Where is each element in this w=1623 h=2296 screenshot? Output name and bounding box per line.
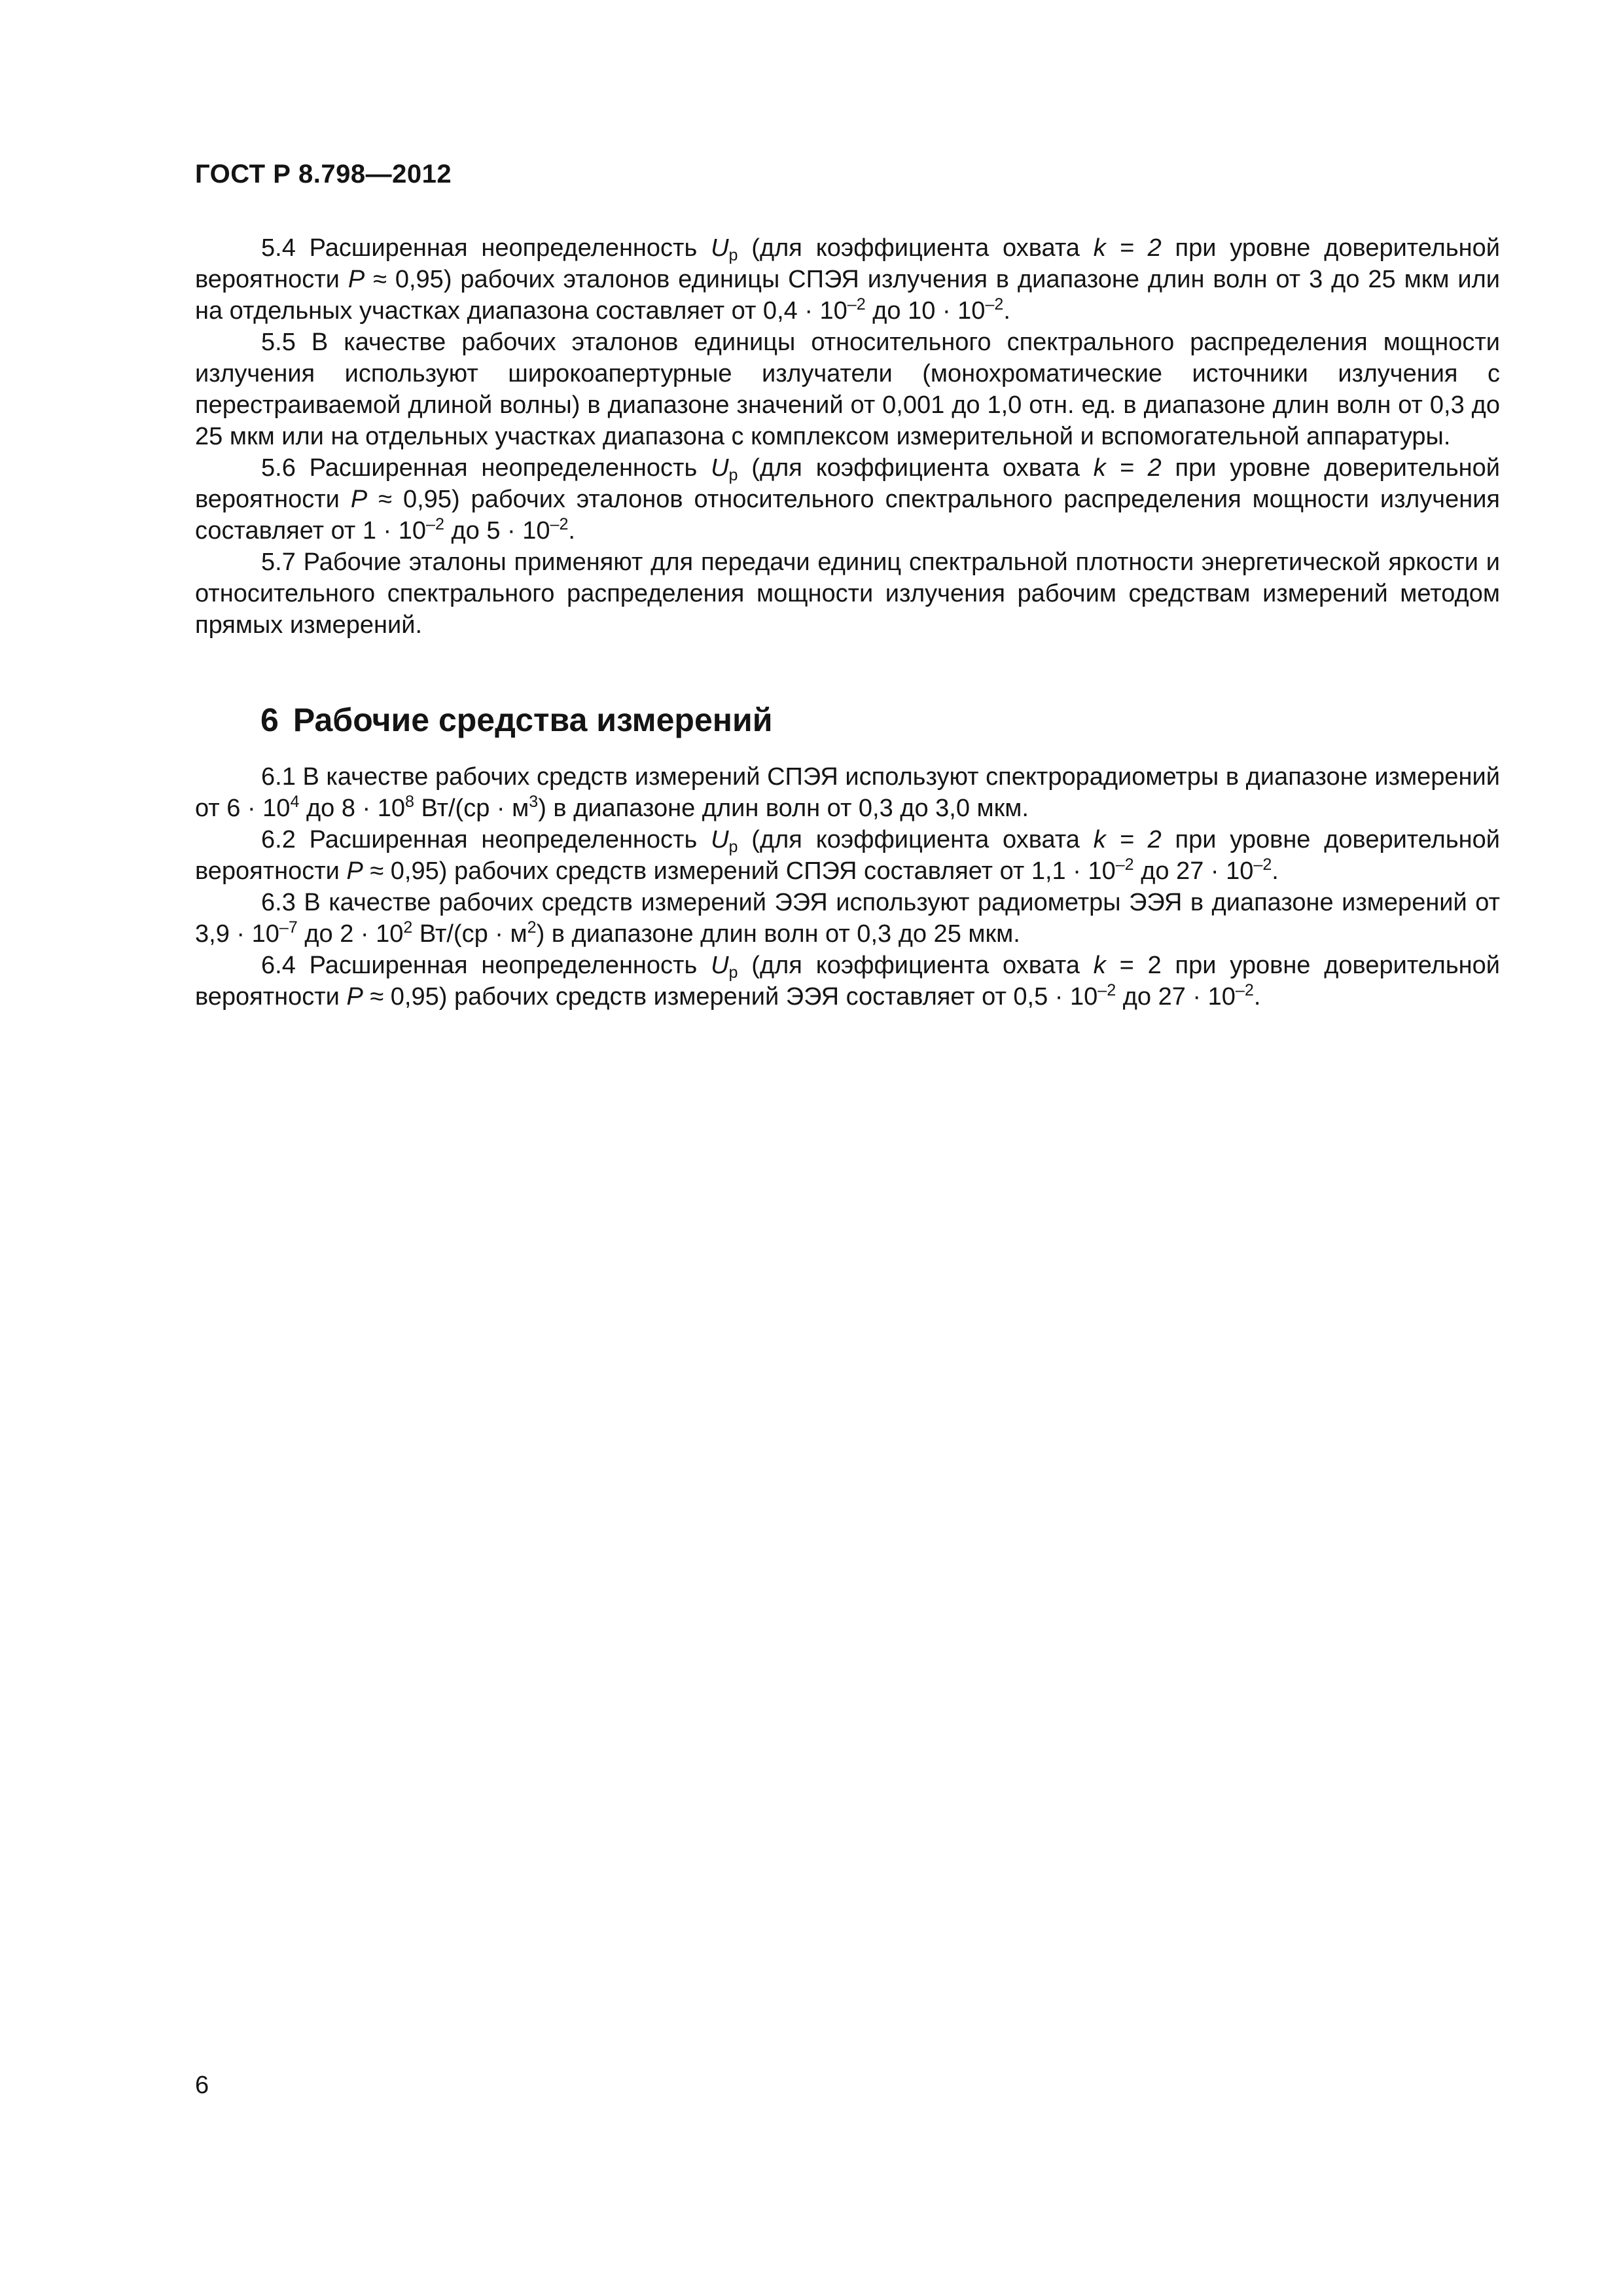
text-run: до 27 · 10 (1116, 983, 1236, 1011)
superscript: –2 (847, 295, 866, 314)
text-run: = 2 при уровне доверительной вероятности (195, 952, 1500, 1011)
text-run: 6.3 В качестве рабочих средств измерений ЭЭЯ используют радиометры ЭЭЯ в диапазоне измерений от 3,9 · 10 (195, 889, 1500, 948)
text-run: (для коэффициента охвата (738, 234, 1094, 262)
text-run: (для коэффициента охвата (738, 952, 1094, 979)
clause-5-5 (195, 327, 1500, 452)
text-run: ) в диапазоне длин волн от 0,3 до 25 мкм. (536, 920, 1020, 948)
section-6-body (195, 761, 1500, 1013)
text-run: при уровне доверительной вероятности (195, 826, 1500, 885)
superscript: –2 (1235, 981, 1254, 1000)
text-run: при уровне доверительной вероятности (195, 234, 1500, 293)
section-5-body (195, 232, 1500, 641)
text-run: . (1272, 857, 1279, 885)
subscript: р (728, 838, 738, 857)
subscript: р (728, 246, 738, 265)
italic-symbol: P (346, 857, 363, 885)
italic-symbol: P (348, 266, 365, 293)
italic-symbol: k = 2 (1093, 234, 1162, 262)
clause-6-4 (195, 950, 1500, 1013)
text-run: Вт/(ср · м (412, 920, 527, 948)
text-run: до 5 · 10 (444, 517, 550, 545)
text-run: 5.4 Расширенная неопределенность (261, 234, 711, 262)
text-run: 5.6 Расширенная неопределенность (261, 454, 711, 482)
superscript: –2 (1097, 981, 1116, 1000)
italic-symbol: k (1093, 952, 1106, 979)
superscript: –2 (426, 515, 444, 534)
text-run: при уровне доверительной вероятности (195, 454, 1500, 513)
text-run: до 27 · 10 (1133, 857, 1254, 885)
clause-6-1 (195, 761, 1500, 824)
text-run: до 8 · 10 (299, 795, 405, 822)
text-run: (для коэффициента охвата (738, 826, 1094, 853)
page-number: 6 (195, 2072, 209, 2099)
superscript: –2 (1115, 855, 1134, 874)
document-designation: ГОСТ Р 8.798—2012 (195, 160, 452, 188)
text-run: . (1253, 983, 1261, 1011)
italic-symbol: P (346, 983, 363, 1011)
superscript: –2 (1253, 855, 1272, 874)
italic-symbol: U (711, 234, 729, 262)
italic-symbol: k = 2 (1093, 454, 1162, 482)
clause-6-3 (195, 887, 1500, 950)
subscript: р (728, 963, 738, 982)
superscript: 2 (403, 918, 413, 937)
superscript: 3 (529, 793, 539, 812)
text-run: 6.1 В качестве рабочих средств измерений СПЭЯ используют спектрорадиометры в диапазоне измерений от 6 · 10 (195, 763, 1500, 822)
text-run: Вт/(ср · м (414, 795, 529, 822)
clause-5-4 (195, 232, 1500, 327)
text-run: 5.7 Рабочие эталоны применяют для передачи единиц спектральной плотности энергетической яркости и относительного спектрального распределения мощности излучения рабочим средствам измерений методом прямых измерений. (195, 548, 1500, 639)
superscript: 2 (527, 918, 537, 937)
text-run: ≈ 0,95) рабочих эталонов единицы СПЭЯ излучения в диапазоне длин волн от 3 до 25 мкм или на отдельных участках диапазона составляет от 0,4 · 10 (195, 266, 1500, 325)
text-run: до 10 · 10 (865, 297, 986, 325)
section-6-heading (260, 701, 772, 739)
superscript: 4 (290, 793, 300, 812)
italic-symbol: U (711, 952, 729, 979)
italic-symbol: P (350, 486, 368, 513)
superscript: –2 (550, 515, 569, 534)
italic-symbol: k = 2 (1093, 826, 1162, 853)
italic-symbol: U (711, 454, 729, 482)
text-run: 5.5 В качестве рабочих эталонов единицы относительного спектрального распределения мощности излучения используют широкоапертурные излучатели (монохроматические источники излучения с перестраиваемой длиной волны) в диапазоне значений от 0,001 до 1,0 отн. ед. в диапазоне длин волн от 0,3 до 25 мкм или на отдельных участках диапазона с комплексом измерительной и вспомогательной аппаратуры. (195, 329, 1500, 450)
text-run: ≈ 0,95) рабочих эталонов относительного спектрального распределения мощности излучения составляет от 1 · 10 (195, 486, 1501, 545)
section-title: Рабочие средства измерений (293, 702, 773, 738)
text-run: . (1003, 297, 1010, 325)
clause-5-6 (195, 452, 1500, 547)
text-run: 6.4 Расширенная неопределенность (261, 952, 711, 979)
text-run: (для коэффициента охвата (738, 454, 1094, 482)
italic-symbol: U (711, 826, 729, 853)
text-run: до 2 · 10 (297, 920, 404, 948)
text-run: 6.2 Расширенная неопределенность (261, 826, 711, 853)
superscript: 8 (404, 793, 414, 812)
section-number: 6 (260, 702, 279, 738)
superscript: –2 (985, 295, 1004, 314)
clause-5-7 (195, 547, 1500, 641)
superscript: –7 (279, 918, 298, 937)
subscript: р (728, 466, 738, 485)
text-run: ) в диапазоне длин волн от 0,3 до 3,0 мкм. (538, 795, 1029, 822)
clause-6-2 (195, 824, 1500, 887)
text-run: . (568, 517, 575, 545)
text-run: ≈ 0,95) рабочих средств измерений ЭЭЯ составляет от 0,5 · 10 (363, 983, 1098, 1011)
text-run: ≈ 0,95) рабочих средств измерений СПЭЯ составляет от 1,1 · 10 (363, 857, 1116, 885)
